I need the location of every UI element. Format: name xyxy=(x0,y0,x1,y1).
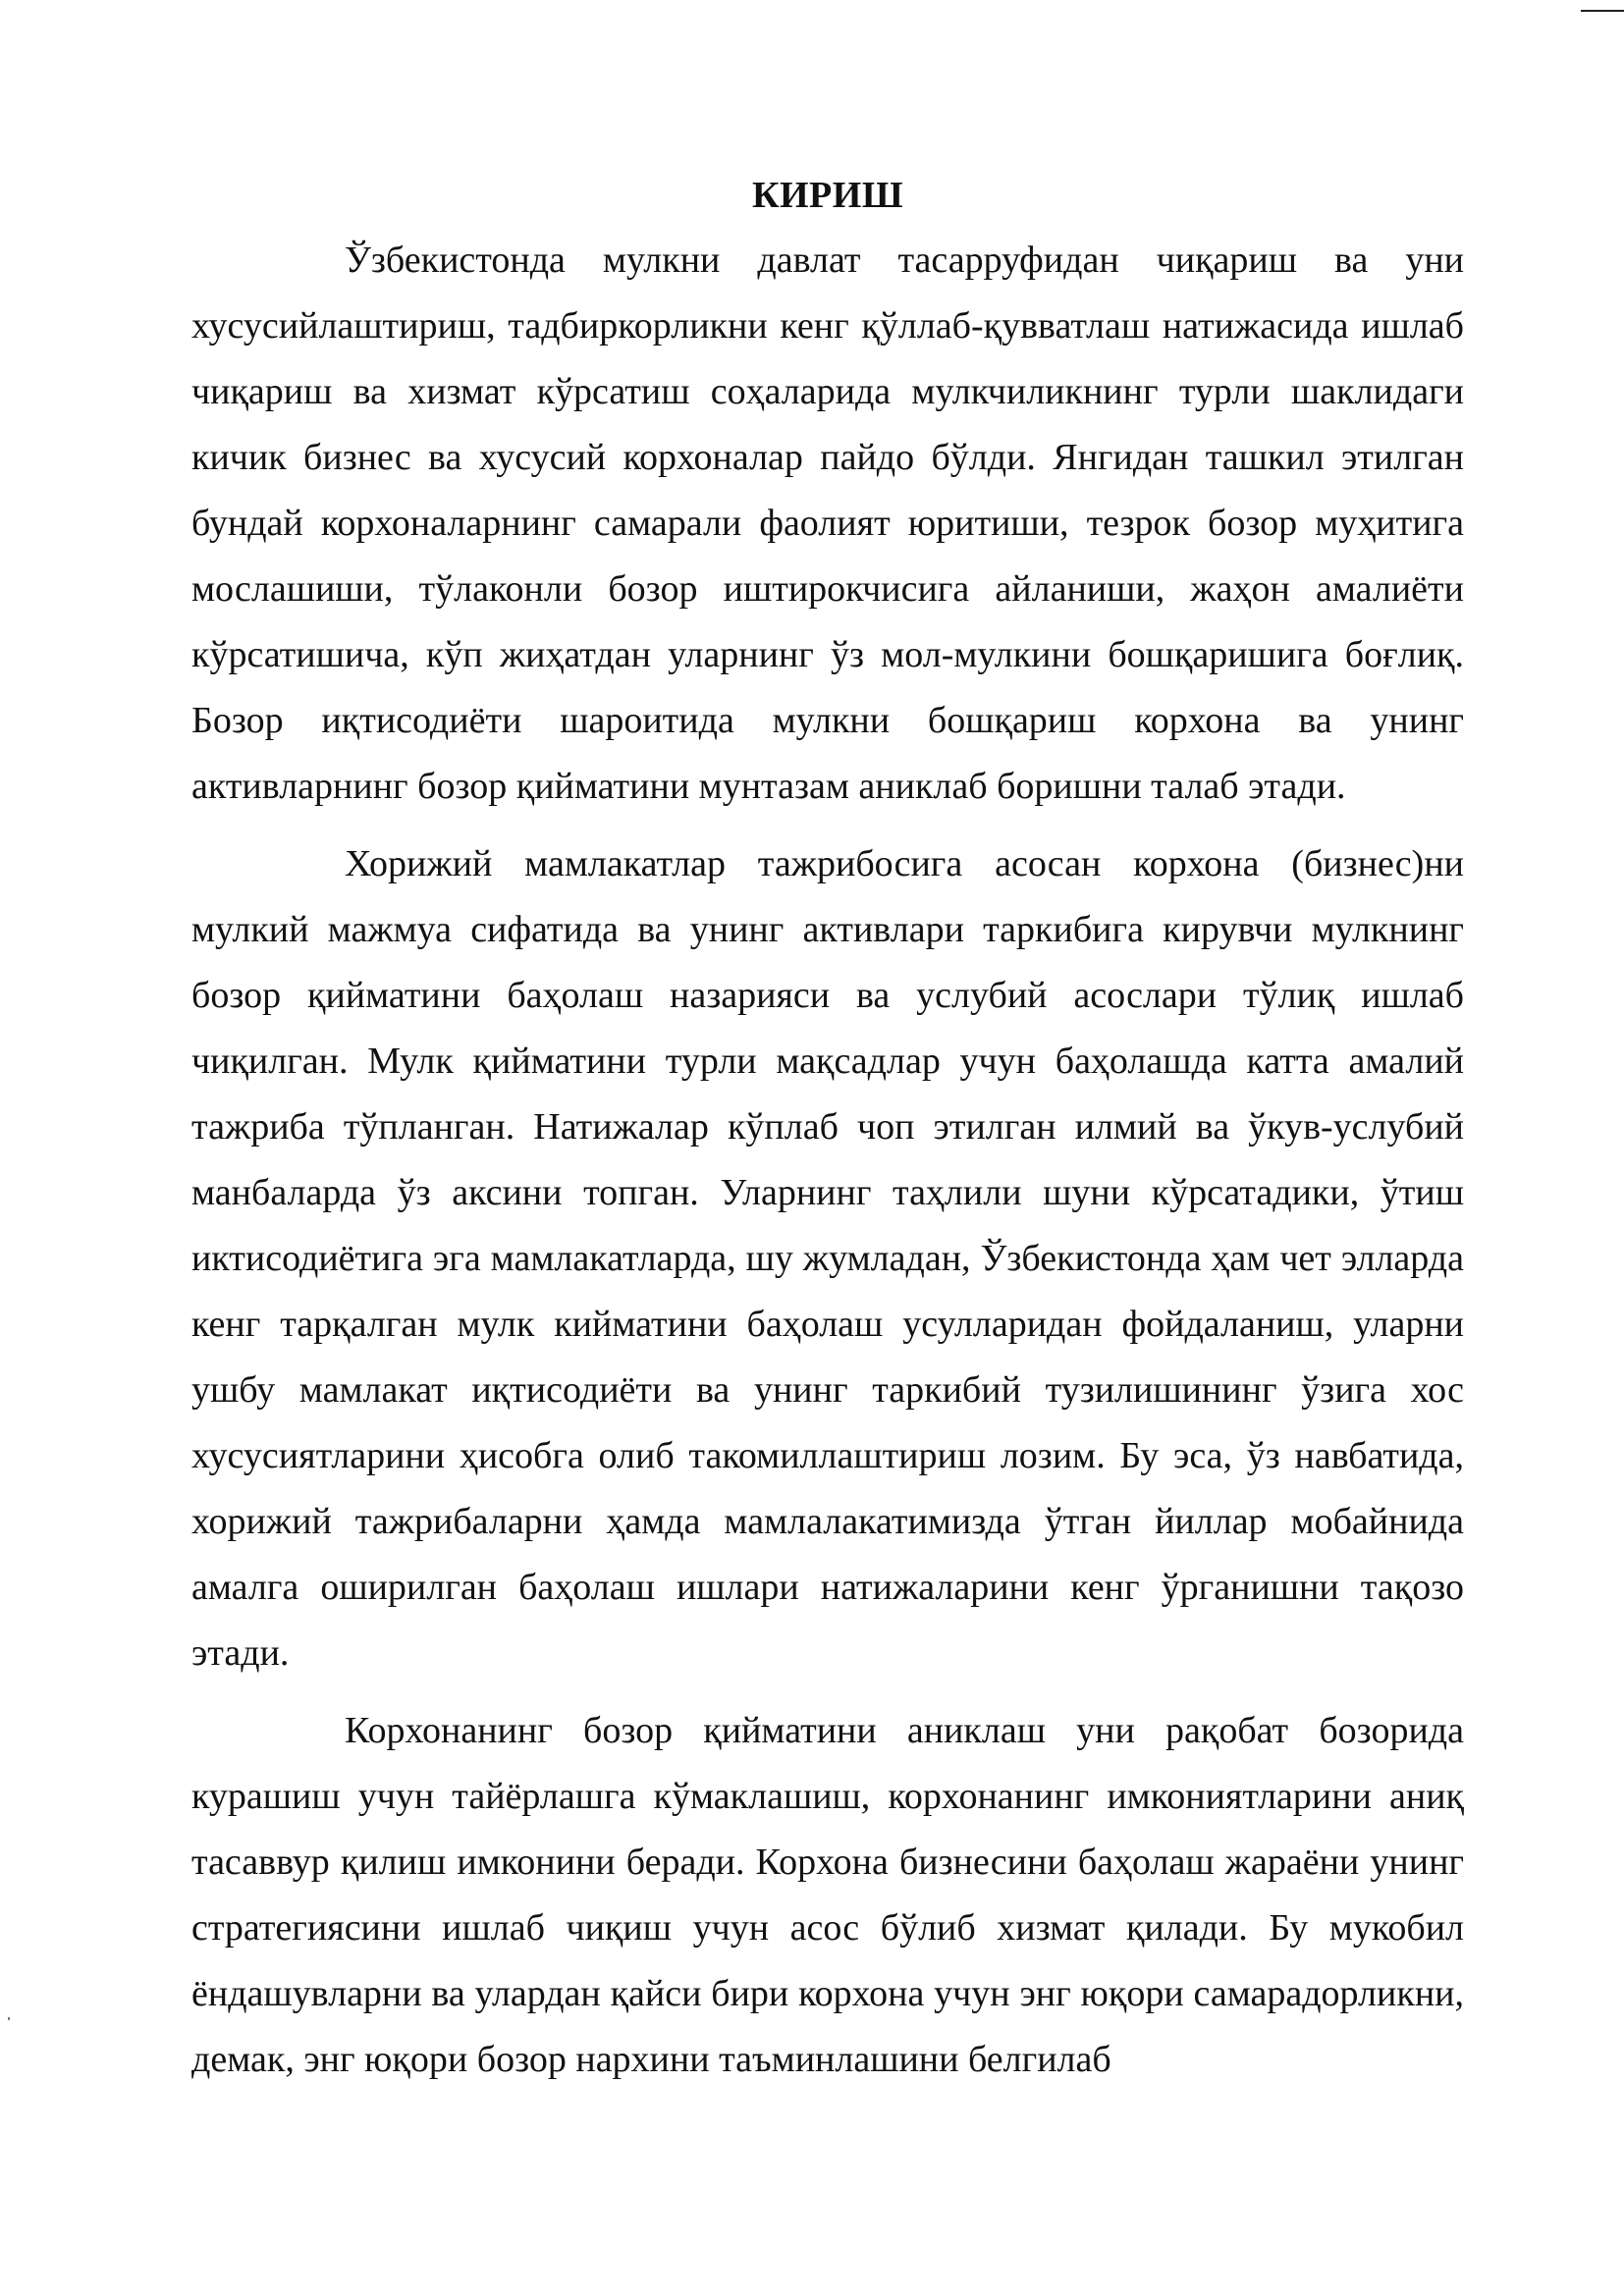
paragraph-2: Хорижий мамлакатлар тажрибосига асосан корхона (бизнес)ни мулкий мажмуа сифатида ва унинг активлари таркибига кирувчи мулкнинг бозор қийматини баҳолаш назарияси ва услубий асослари тўлиқ ишлаб чиқилган. Мулк қийматини турли мақсадлар учун баҳолашда катта амалий тажриба тўпланган. Натижалар кўплаб чоп этилган илмий ва ўкув-услубий манбаларда ўз аксини топган. Уларнинг таҳлили шуни кўрсатадики, ўтиш иктисодиётига эга мамлакатларда, шу жумладан, Ўзбекистонда ҳам чет элларда кенг тарқалган мулк кийматини баҳолаш усулларидан фойдаланиш, уларни ушбу мамлакат иқтисодиёти ва унинг таркибий тузилишининг ўзига хос хусусиятларини ҳисобга олиб такомиллаштириш лозим. Бу эса, ўз навбатида, хорижий тажрибаларни ҳамда мамлалакатимизда ўтган йиллар мобайнида амалга оширилган баҳолаш ишлари натижаларини кенг ўрганишни тақозо этади. xyxy=(191,843,1464,1674)
document-body xyxy=(191,228,1464,2093)
scan-corner-mark xyxy=(1581,10,1624,12)
page-title: КИРИШ xyxy=(751,175,904,216)
paragraph-1: Ўзбекистонда мулкни давлат тасарруфидан чиқариш ва уни хусусийлаштириш, тадбиркорликни кенг қўллаб-қувватлаш натижасида ишлаб чиқариш ва хизмат кўрсатиш соҳаларида мулкчиликнинг турли шаклидаги кичик бизнес ва хусусий корхоналар пайдо бўлди. Янгидан ташкил этилган бундай корхоналарнинг самарали фаолият юритиши, тезрок бозор муҳитига мослашиши, тўлаконли бозор иштирокчисига айланиши, жаҳон амалиёти кўрсатишича, кўп жиҳатдан уларнинг ўз мол-мулкини бошқаришига боғлиқ. Бозор иқтисодиёти шароитида мулкни бошқариш корхона ва унинг активларнинг бозор қийматини мунтазам аниклаб боришни талаб этади. xyxy=(191,240,1464,807)
paragraph-3: Корхонанинг бозор қийматини аниклаш уни рақобат бозорида курашиш учун тайёрлашга кўмаклашиш, корхонанинг имкониятларини аниқ тасаввур қилиш имконини беради. Корхона бизнесини баҳолаш жараёни унинг стратегиясини ишлаб чиқиш учун асос бўлиб хизмат қилади. Бу мукобил ёндашувларни ва улардан қайси бири корхона учун энг юқори самарадорликни, демак, энг юқори бозор нархини таъминлашини белгилаб xyxy=(191,1710,1464,2080)
scan-margin-speck xyxy=(8,2017,10,2020)
